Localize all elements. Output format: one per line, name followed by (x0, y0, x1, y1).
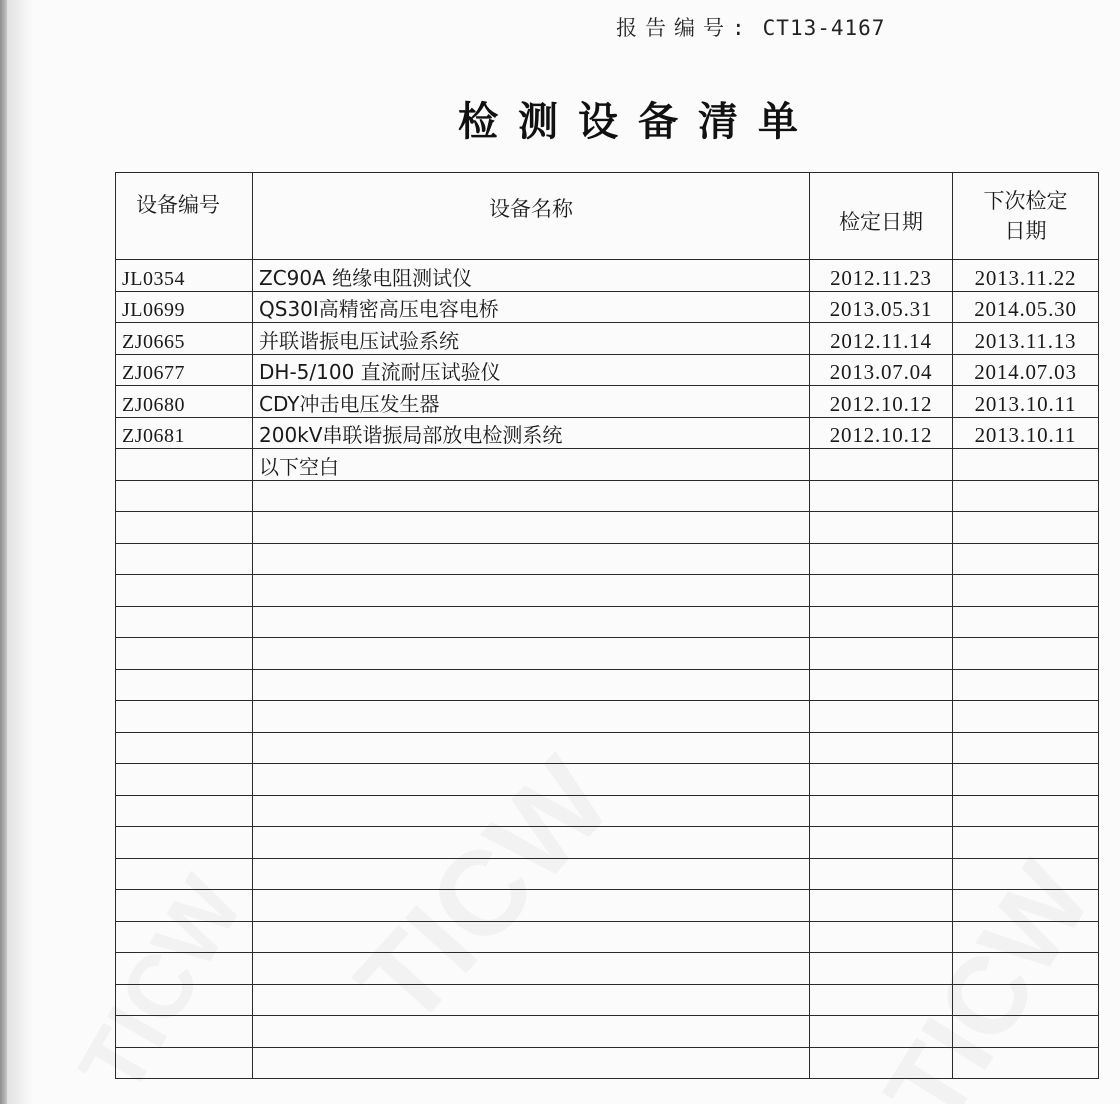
blank-cell (253, 732, 810, 764)
report-number-line (616, 12, 885, 42)
next-header-line1: 下次检定 (983, 189, 1068, 213)
blank-table-row (116, 764, 1099, 796)
table-row (116, 260, 1099, 292)
blank-cell (953, 764, 1099, 796)
blank-cell (810, 701, 953, 733)
blank-cell (116, 858, 253, 890)
blank-cell (953, 732, 1099, 764)
table-row (116, 291, 1099, 323)
blank-cell (953, 984, 1099, 1016)
blank-cell (953, 953, 1099, 985)
equipment-table (115, 172, 1099, 1079)
blank-cell (253, 921, 810, 953)
blank-cell (116, 512, 253, 544)
blank-cell (953, 795, 1099, 827)
blank-table-row (116, 921, 1099, 953)
column-header-equipment-no: 设备编号 (116, 173, 253, 260)
blank-cell (116, 543, 253, 575)
cell-equipment-no: ZJ0680 (116, 386, 253, 418)
blank-cell (253, 764, 810, 796)
next-header-line2: 日期 (1004, 219, 1047, 243)
cell-equipment-name: CDY冲击电压发生器 (253, 386, 810, 418)
blank-table-row (116, 669, 1099, 701)
cell-equipment-name: DH-5/100 直流耐压试验仪 (253, 354, 810, 386)
cell-calibration-date: 2013.07.04 (810, 354, 953, 386)
blank-cell (810, 732, 953, 764)
blank-cell (953, 1047, 1099, 1079)
report-number-value: CT13-4167 (762, 16, 886, 40)
blank-cell (253, 512, 810, 544)
cell-calibration-date: 2012.11.23 (810, 260, 953, 292)
table-row (116, 354, 1099, 386)
blank-cell (810, 984, 953, 1016)
blank-cell (116, 638, 253, 670)
blank-table-row (116, 1047, 1099, 1079)
blank-cell (253, 638, 810, 670)
cell-equipment-name: ZC90A 绝缘电阻测试仪 (253, 260, 810, 292)
blank-cell (253, 543, 810, 575)
blank-table-row (116, 795, 1099, 827)
blank-cell (810, 890, 953, 922)
blank-cell (116, 764, 253, 796)
blank-cell (253, 575, 810, 607)
cell-next-calibration-date: 2013.10.11 (953, 417, 1099, 449)
blank-table-row (116, 638, 1099, 670)
blank-table-row (116, 984, 1099, 1016)
blank-table-row (116, 953, 1099, 985)
blank-cell (810, 1016, 953, 1048)
blank-cell (116, 1047, 253, 1079)
cell-next-calibration-date: 2014.05.30 (953, 291, 1099, 323)
cell-calibration-date: 2012.11.14 (810, 323, 953, 355)
blank-table-row (116, 701, 1099, 733)
blank-cell (953, 512, 1099, 544)
blank-cell (253, 1016, 810, 1048)
cell-equipment-no: JL0699 (116, 291, 253, 323)
blank-cell (253, 858, 810, 890)
blank-cell (116, 984, 253, 1016)
blank-cell (810, 512, 953, 544)
blank-cell (116, 827, 253, 859)
blank-cell (253, 984, 810, 1016)
blank-cell (116, 606, 253, 638)
blank-table-row (116, 1016, 1099, 1048)
cell-equipment-name: QS30I高精密高压电容电桥 (253, 291, 810, 323)
blank-table-row (116, 890, 1099, 922)
blank-cell (253, 827, 810, 859)
cell-calibration-date: 2012.10.12 (810, 386, 953, 418)
blank-cell (116, 732, 253, 764)
blank-cell (810, 921, 953, 953)
blank-cell (253, 953, 810, 985)
blank-cell (810, 795, 953, 827)
blank-cell (253, 669, 810, 701)
table-header-row (116, 173, 1099, 260)
blank-cell (953, 638, 1099, 670)
column-header-calibration-date: 检定日期 (810, 173, 953, 260)
blank-cell (116, 1016, 253, 1048)
table-row (116, 449, 1099, 481)
blank-cell (810, 1047, 953, 1079)
blank-cell (953, 543, 1099, 575)
blank-cell (810, 575, 953, 607)
cell-next-calibration-date: 2013.11.22 (953, 260, 1099, 292)
cell-equipment-no: ZJ0681 (116, 417, 253, 449)
binding-shadow (7, 0, 33, 1104)
blank-table-row (116, 480, 1099, 512)
blank-cell (253, 606, 810, 638)
blank-cell (953, 575, 1099, 607)
blank-cell (810, 764, 953, 796)
blank-cell (953, 669, 1099, 701)
report-number-label: 报告编号: (616, 16, 753, 40)
blank-cell (116, 795, 253, 827)
blank-cell (953, 827, 1099, 859)
cell-next-calibration-date: 2013.10.11 (953, 386, 1099, 418)
cell-next-calibration-date: 2013.11.13 (953, 323, 1099, 355)
blank-cell (810, 827, 953, 859)
cell-equipment-no: ZJ0665 (116, 323, 253, 355)
table-row (116, 417, 1099, 449)
blank-cell (810, 606, 953, 638)
blank-cell (116, 890, 253, 922)
blank-cell (810, 858, 953, 890)
blank-cell (116, 575, 253, 607)
cell-equipment-name: 200kV串联谐振局部放电检测系统 (253, 417, 810, 449)
cell-calibration-date: 2012.10.12 (810, 417, 953, 449)
blank-cell (953, 921, 1099, 953)
table-body (116, 260, 1099, 1079)
blank-table-row (116, 858, 1099, 890)
blank-cell (116, 669, 253, 701)
column-header-next-calibration-date (953, 173, 1099, 260)
table-row (116, 323, 1099, 355)
blank-cell (953, 858, 1099, 890)
blank-cell (810, 669, 953, 701)
cell-next-calibration-date (953, 449, 1099, 481)
blank-table-row (116, 732, 1099, 764)
blank-cell (810, 953, 953, 985)
cell-equipment-no (116, 449, 253, 481)
blank-cell (253, 795, 810, 827)
blank-cell (253, 890, 810, 922)
blank-cell (116, 921, 253, 953)
blank-cell (253, 701, 810, 733)
cell-calibration-date: 2013.05.31 (810, 291, 953, 323)
blank-cell (116, 480, 253, 512)
blank-cell (953, 1016, 1099, 1048)
cell-next-calibration-date: 2014.07.03 (953, 354, 1099, 386)
blank-cell (116, 701, 253, 733)
cell-calibration-date (810, 449, 953, 481)
cell-equipment-name: 以下空白 (253, 449, 810, 481)
blank-table-row (116, 512, 1099, 544)
blank-cell (253, 480, 810, 512)
blank-table-row (116, 575, 1099, 607)
blank-table-row (116, 543, 1099, 575)
table-row (116, 386, 1099, 418)
blank-cell (953, 606, 1099, 638)
blank-table-row (116, 827, 1099, 859)
blank-cell (253, 1047, 810, 1079)
document-title: 检测设备清单 (458, 99, 818, 145)
blank-cell (116, 953, 253, 985)
cell-equipment-name: 并联谐振电压试验系统 (253, 323, 810, 355)
blank-cell (810, 543, 953, 575)
blank-cell (953, 890, 1099, 922)
blank-table-row (116, 606, 1099, 638)
blank-cell (810, 480, 953, 512)
blank-cell (810, 638, 953, 670)
cell-equipment-no: JL0354 (116, 260, 253, 292)
column-header-equipment-name: 设备名称 (253, 173, 810, 260)
cell-equipment-no: ZJ0677 (116, 354, 253, 386)
binding-edge (0, 0, 7, 1104)
blank-cell (953, 701, 1099, 733)
blank-cell (953, 480, 1099, 512)
